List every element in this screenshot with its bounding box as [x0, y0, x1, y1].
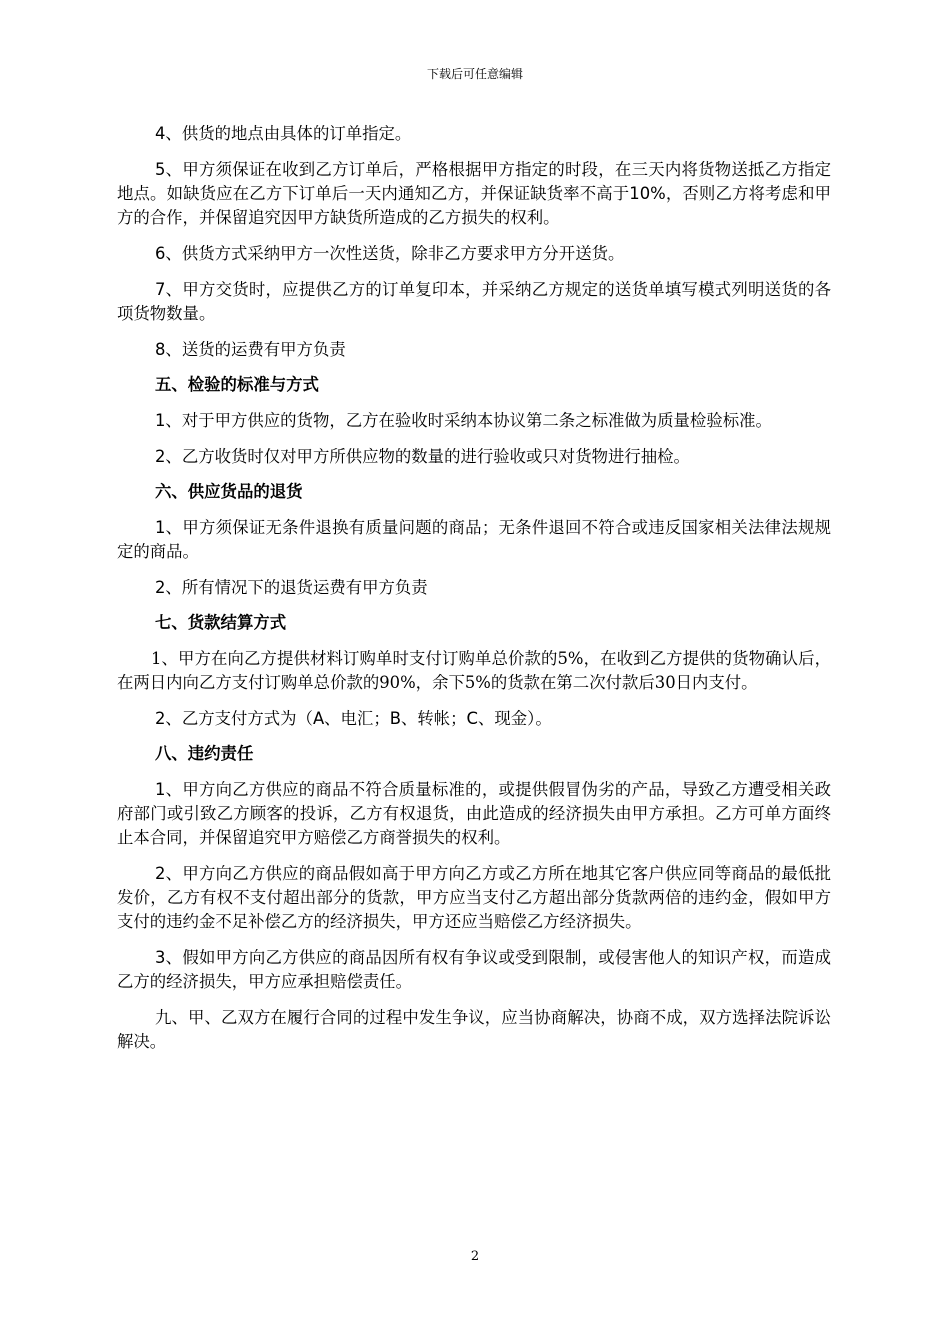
liability-clause-3: 3、假如甲方向乙方供应的商品因所有权有争议或受到限制，或侵害他人的知识产权，而造成乙方的经济损失，甲方应承担赔偿责任。 — [117, 948, 831, 991]
section-heading-payment: 七、货款结算方式 — [155, 613, 287, 632]
clause-8-shipping-cost: 8、送货的运费有甲方负责 — [155, 340, 346, 359]
section-heading-liability: 八、违约责任 — [155, 744, 254, 763]
page-number: 2 — [470, 1249, 480, 1264]
clause-7-delivery-documents: 7、甲方交货时，应提供乙方的订单复印本，并采纳乙方规定的送货单填写模式列明送货的各项货物数量。 — [117, 280, 831, 323]
section-heading-returns: 六、供应货品的退货 — [155, 482, 303, 501]
clause-4-delivery-location: 4、供货的地点由具体的订单指定。 — [155, 124, 412, 143]
clause-6-delivery-method: 6、供货方式采纳甲方一次性送货，除非乙方要求甲方分开送货。 — [155, 244, 625, 263]
document-body — [117, 122, 831, 1066]
liability-clause-2: 2、甲方向乙方供应的商品假如高于甲方向乙方或乙方所在地其它客户供应同等商品的最低批发价，乙方有权不支付超出部分的货款，甲方应当支付乙方超出部分货款两倍的违约金，假如甲方支付的违约金不足补偿乙方的经济损失，甲方还应当赔偿乙方经济损失。 — [117, 864, 831, 931]
returns-clause-1: 1、甲方须保证无条件退换有质量问题的商品；无条件退回不符合或违反国家相关法律法规规定的商品。 — [117, 518, 831, 561]
payment-clause-2: 2、乙方支付方式为（A、电汇；B、转帐；C、现金）。 — [155, 709, 552, 728]
inspection-clause-2: 2、乙方收货时仅对甲方所供应物的数量的进行验收或只对货物进行抽检。 — [155, 447, 690, 466]
page-header: 下载后可任意编辑 — [426, 67, 523, 81]
section-dispute-resolution: 九、甲、乙双方在履行合同的过程中发生争议，应当协商解决，协商不成，双方选择法院诉讼解决。 — [117, 1008, 831, 1051]
inspection-clause-1: 1、对于甲方供应的货物，乙方在验收时采纳本协议第二条之标准做为质量检验标准。 — [155, 411, 772, 430]
section-heading-inspection: 五、检验的标准与方式 — [155, 375, 319, 394]
payment-clause-1: 1、甲方在向乙方提供材料订购单时支付订购单总价款的5%，在收到乙方提供的货物确认后，在两日内向乙方支付订购单总价款的90%，余下5%的货款在第二次付款后30日内支付。 — [117, 649, 831, 692]
liability-clause-1: 1、甲方向乙方供应的商品不符合质量标准的，或提供假冒伪劣的产品，导致乙方遭受相关政府部门或引致乙方顾客的投诉，乙方有权退货，由此造成的经济损失由甲方承担。乙方可单方面终止本合同，并保留追究甲方赔偿乙方商誉损失的权利。 — [117, 780, 831, 847]
returns-clause-2: 2、所有情况下的退货运费有甲方负责 — [155, 578, 428, 597]
clause-5-delivery-guarantee: 5、甲方须保证在收到乙方订单后，严格根据甲方指定的时段，在三天内将货物送抵乙方指定地点。如缺货应在乙方下订单后一天内通知乙方，并保证缺货率不高于10%，否则乙方将考虑和甲方的合作，并保留追究因甲方缺货所造成的乙方损失的权利。 — [117, 160, 831, 227]
